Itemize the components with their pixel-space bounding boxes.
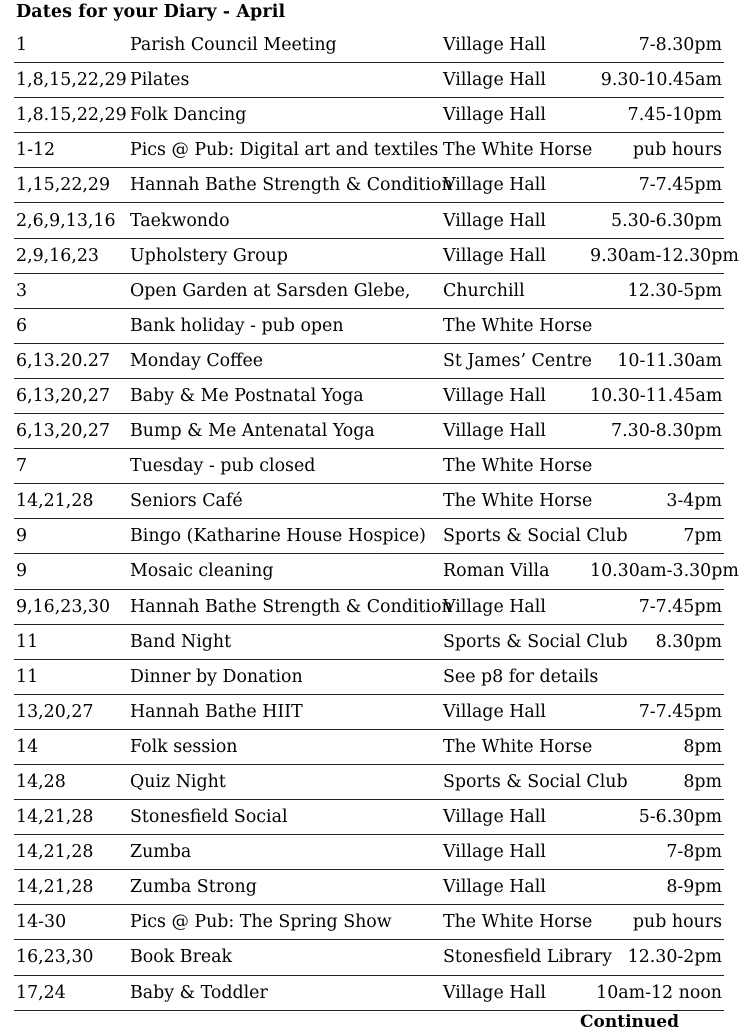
row-venue: See p8 for details bbox=[441, 659, 588, 694]
row-dates: 2,9,16,23 bbox=[14, 238, 128, 273]
row-event: Zumba bbox=[128, 835, 441, 870]
row-event: Bump & Me Antenatal Yoga bbox=[128, 414, 441, 449]
row-time: 7-8.30pm bbox=[588, 28, 724, 63]
row-time: pub hours bbox=[588, 905, 724, 940]
row-event: Parish Council Meeting bbox=[128, 28, 441, 63]
table-row bbox=[14, 659, 724, 694]
diary-table bbox=[14, 28, 739, 1011]
row-time: 7-7.45pm bbox=[588, 168, 724, 203]
row-dates: 14,21,28 bbox=[14, 484, 128, 519]
row-venue: Village Hall bbox=[441, 800, 588, 835]
row-time: 10-11.30am bbox=[588, 343, 724, 378]
row-time: 7-7.45pm bbox=[588, 589, 724, 624]
table-row bbox=[14, 133, 724, 168]
row-dates: 14 bbox=[14, 729, 128, 764]
row-venue: Village Hall bbox=[441, 203, 588, 238]
row-time: 5-6.30pm bbox=[588, 800, 724, 835]
row-venue: Churchill bbox=[441, 273, 588, 308]
row-time: 8-9pm bbox=[588, 870, 724, 905]
row-event: Upholstery Group bbox=[128, 238, 441, 273]
row-time: pub hours bbox=[588, 133, 724, 168]
row-time: 5.30-6.30pm bbox=[588, 203, 724, 238]
row-dates: 14,21,28 bbox=[14, 870, 128, 905]
row-venue: The White Horse bbox=[441, 729, 588, 764]
row-dates: 14,21,28 bbox=[14, 835, 128, 870]
row-time: 9.30am-12.30pm bbox=[588, 238, 724, 273]
row-venue: Village Hall bbox=[441, 694, 588, 729]
row-venue: Sports & Social Club bbox=[441, 519, 588, 554]
row-time: 7-7.45pm bbox=[588, 694, 724, 729]
row-dates: 14,28 bbox=[14, 764, 128, 799]
row-event: Monday Coffee bbox=[128, 343, 441, 378]
row-dates: 3 bbox=[14, 273, 128, 308]
row-venue: Village Hall bbox=[441, 168, 588, 203]
table-row bbox=[14, 28, 724, 63]
row-time: 8pm bbox=[588, 764, 724, 799]
row-event: Quiz Night bbox=[128, 764, 441, 799]
row-event: Pilates bbox=[128, 63, 441, 98]
row-dates: 17,24 bbox=[14, 975, 128, 1010]
row-venue: The White Horse bbox=[441, 449, 588, 484]
row-event: Open Garden at Sarsden Glebe, bbox=[128, 273, 441, 308]
table-row bbox=[14, 940, 724, 975]
row-event: Pics @ Pub: Digital art and textiles bbox=[128, 133, 441, 168]
continued-note: Continued bbox=[580, 1012, 679, 1032]
table-row bbox=[14, 764, 724, 799]
table-row bbox=[14, 203, 724, 238]
table-row bbox=[14, 273, 724, 308]
row-time: 12.30-5pm bbox=[588, 273, 724, 308]
row-event: Baby & Me Postnatal Yoga bbox=[128, 378, 441, 413]
table-row bbox=[14, 238, 724, 273]
row-time bbox=[588, 659, 724, 694]
row-dates: 1,8.15,22,29 bbox=[14, 98, 128, 133]
row-event: Seniors Café bbox=[128, 484, 441, 519]
row-event: Folk Dancing bbox=[128, 98, 441, 133]
row-time: 3-4pm bbox=[588, 484, 724, 519]
row-venue: The White Horse bbox=[441, 133, 588, 168]
table-row bbox=[14, 378, 724, 413]
row-dates: 6 bbox=[14, 308, 128, 343]
row-venue: Village Hall bbox=[441, 28, 588, 63]
row-dates: 1,15,22,29 bbox=[14, 168, 128, 203]
row-event: Dinner by Donation bbox=[128, 659, 441, 694]
row-venue: Village Hall bbox=[441, 378, 588, 413]
row-dates: 1 bbox=[14, 28, 128, 63]
table-row bbox=[14, 414, 724, 449]
row-time: 10am-12 noon bbox=[588, 975, 724, 1010]
row-event: Mosaic cleaning bbox=[128, 554, 441, 589]
row-time bbox=[588, 449, 724, 484]
row-venue: Village Hall bbox=[441, 63, 588, 98]
row-dates: 7 bbox=[14, 449, 128, 484]
row-venue: The White Horse bbox=[441, 905, 588, 940]
row-event: Bank holiday - pub open bbox=[128, 308, 441, 343]
row-event: Tuesday - pub closed bbox=[128, 449, 441, 484]
row-time: 8.30pm bbox=[588, 624, 724, 659]
row-time: 12.30-2pm bbox=[588, 940, 724, 975]
row-dates: 14,21,28 bbox=[14, 800, 128, 835]
row-event: Bingo (Katharine House Hospice) bbox=[128, 519, 441, 554]
row-dates: 11 bbox=[14, 659, 128, 694]
table-row bbox=[14, 554, 724, 589]
table-row bbox=[14, 835, 724, 870]
row-time: 7-8pm bbox=[588, 835, 724, 870]
table-row bbox=[14, 519, 724, 554]
row-event: Baby & Toddler bbox=[128, 975, 441, 1010]
row-event: Band Night bbox=[128, 624, 441, 659]
row-dates: 16,23,30 bbox=[14, 940, 128, 975]
row-time: 8pm bbox=[588, 729, 724, 764]
row-event: Book Break bbox=[128, 940, 441, 975]
table-row bbox=[14, 870, 724, 905]
table-row bbox=[14, 729, 724, 764]
row-event: Hannah Bathe Strength & Condition bbox=[128, 168, 441, 203]
table-row bbox=[14, 98, 724, 133]
table-row bbox=[14, 484, 724, 519]
row-time: 7pm bbox=[588, 519, 724, 554]
row-dates: 6,13,20,27 bbox=[14, 378, 128, 413]
table-row bbox=[14, 449, 724, 484]
row-event: Stonesfield Social bbox=[128, 800, 441, 835]
row-event: Folk session bbox=[128, 729, 441, 764]
row-event: Zumba Strong bbox=[128, 870, 441, 905]
row-event: Taekwondo bbox=[128, 203, 441, 238]
row-venue: Roman Villa bbox=[441, 554, 588, 589]
row-venue: Village Hall bbox=[441, 238, 588, 273]
table-row bbox=[14, 800, 724, 835]
row-time: 9.30-10.45am bbox=[588, 63, 724, 98]
row-venue: Village Hall bbox=[441, 414, 588, 449]
row-dates: 6,13,20,27 bbox=[14, 414, 128, 449]
row-dates: 1,8,15,22,29 bbox=[14, 63, 128, 98]
row-venue: Sports & Social Club bbox=[441, 764, 588, 799]
row-dates: 14-30 bbox=[14, 905, 128, 940]
row-dates: 11 bbox=[14, 624, 128, 659]
table-row bbox=[14, 905, 724, 940]
row-time: 7.30-8.30pm bbox=[588, 414, 724, 449]
row-dates: 2,6,9,13,16 bbox=[14, 203, 128, 238]
table-row bbox=[14, 589, 724, 624]
row-time: 10.30-11.45am bbox=[588, 378, 724, 413]
page-title: Dates for your Diary - April bbox=[16, 2, 286, 22]
row-venue: Sports & Social Club bbox=[441, 624, 588, 659]
row-venue: St James’ Centre bbox=[441, 343, 588, 378]
table-row bbox=[14, 168, 724, 203]
row-venue: The White Horse bbox=[441, 484, 588, 519]
row-event: Hannah Bathe HIIT bbox=[128, 694, 441, 729]
row-time: 10.30am-3.30pm bbox=[588, 554, 724, 589]
row-dates: 9 bbox=[14, 554, 128, 589]
row-dates: 9 bbox=[14, 519, 128, 554]
row-venue: Village Hall bbox=[441, 98, 588, 133]
table-row bbox=[14, 694, 724, 729]
row-venue: Village Hall bbox=[441, 835, 588, 870]
table-row bbox=[14, 624, 724, 659]
table-row bbox=[14, 63, 724, 98]
table-row bbox=[14, 308, 724, 343]
row-venue: Village Hall bbox=[441, 975, 588, 1010]
row-dates: 6,13.20.27 bbox=[14, 343, 128, 378]
row-dates: 1-12 bbox=[14, 133, 128, 168]
table-row bbox=[14, 343, 724, 378]
row-event: Pics @ Pub: The Spring Show bbox=[128, 905, 441, 940]
row-event: Hannah Bathe Strength & Condition bbox=[128, 589, 441, 624]
row-dates: 9,16,23,30 bbox=[14, 589, 128, 624]
row-time: 7.45-10pm bbox=[588, 98, 724, 133]
row-dates: 13,20,27 bbox=[14, 694, 128, 729]
row-venue: Stonesfield Library bbox=[441, 940, 588, 975]
row-venue: Village Hall bbox=[441, 870, 588, 905]
row-venue: The White Horse bbox=[441, 308, 588, 343]
row-time bbox=[588, 308, 724, 343]
table-row bbox=[14, 975, 724, 1010]
row-venue: Village Hall bbox=[441, 589, 588, 624]
